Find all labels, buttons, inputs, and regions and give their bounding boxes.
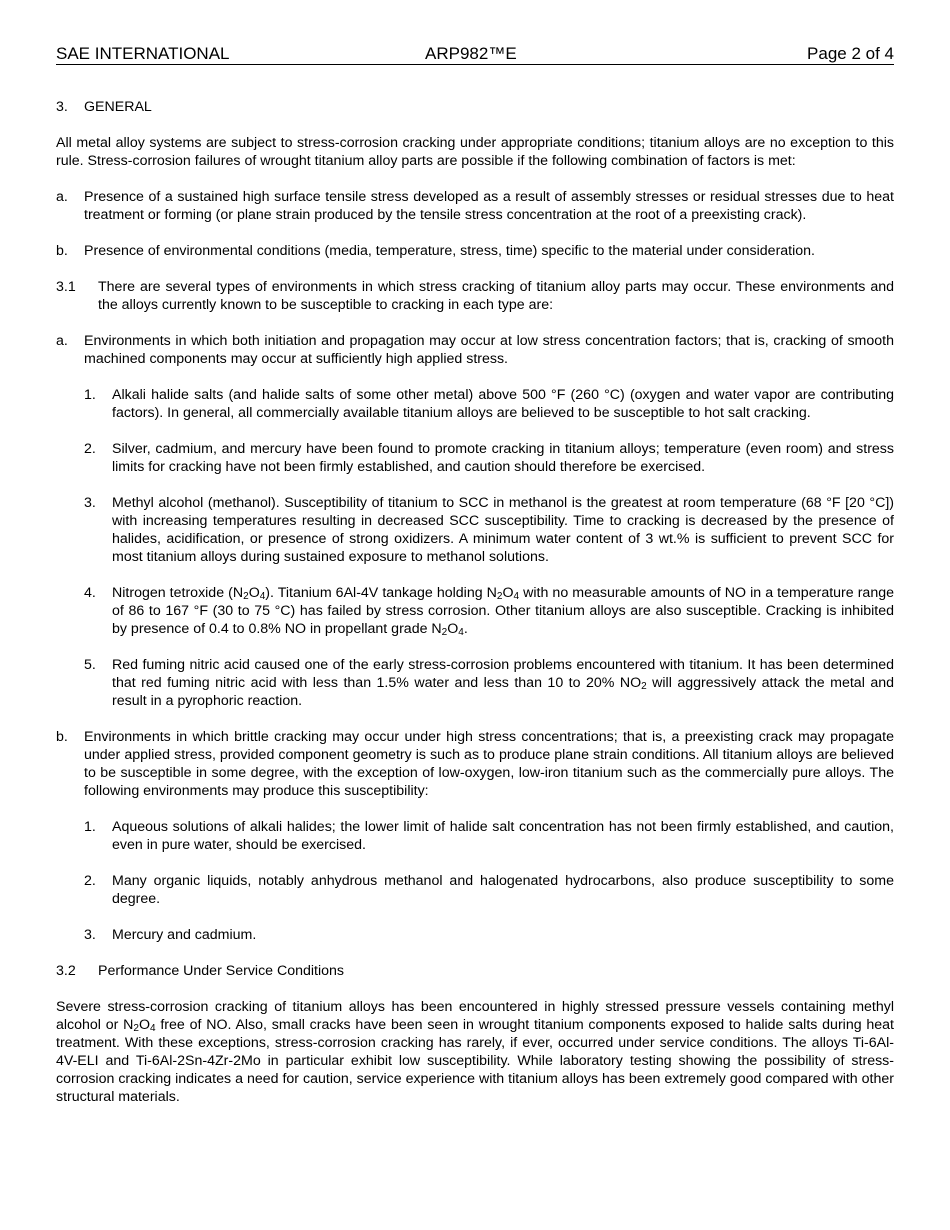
list-item xyxy=(56,494,894,566)
list-label: 3. xyxy=(84,495,96,511)
list-text: Presence of a sustained high surface tensile stress developed as a result of assembly stresses or residual stresses due to heat treatment or forming (or plane strain produced by the tensile stress concentration at the root of a preexisting crack). xyxy=(84,189,894,223)
list-item xyxy=(56,584,894,638)
list-item xyxy=(56,926,894,944)
section-title: GENERAL xyxy=(84,99,152,115)
list-text: Environments in which both initiation and propagation may occur at low stress concentration factors; that is, cracking of smooth machined components may occur at sufficiently high applied stress. xyxy=(84,333,894,367)
list-label: 1. xyxy=(84,819,96,835)
list-text: Environments in which brittle cracking may occur under high stress concentrations; that is, a preexisting crack may propagate under applied stress, provided component geometry is such as to produce plane strain conditions. All titanium alloys are believed to be susceptible in some degree, with the exception of low-oxygen, low-iron titanium such as the commercially pure alloys. The following environments may produce this susceptibility: xyxy=(84,729,894,799)
list-text: Mercury and cadmium. xyxy=(112,927,257,943)
section-number: 3. xyxy=(56,99,68,115)
section-title: Performance Under Service Conditions xyxy=(98,963,345,979)
page-body xyxy=(56,98,894,1106)
list-text: Methyl alcohol (methanol). Susceptibility of titanium to SCC in methanol is the greatest at room temperature (68 °F [20 °C]) with increasing temperatures resulting in decreased SCC susceptibility. Time to cracking is decreased by the presence of halides, acidification, or presence of strong oxidizers. A minimum water content of 3 wt.% is sufficient to prevent SCC for most titanium alloys during sustained exposure to methanol solutions. xyxy=(112,495,894,565)
section-3-2-heading xyxy=(56,962,894,980)
list-text: Presence of environmental conditions (media, temperature, stress, time) specific to the material under consideration. xyxy=(84,243,816,259)
list-item xyxy=(56,656,894,710)
header-organization: SAE INTERNATIONAL xyxy=(56,44,230,63)
list-text: Nitrogen tetroxide $(N_2O_4)$. Titanium 6Al-4V tankage holding $N_2O_4$ with no measurable amounts of NO in a temperature range of 86 to 167 °F (30 to 75 °C) has failed by stress corrosion. Other titanium alloys are also susceptible. Cracking is inhibited by presence of 0.4 to 0.8% NO in propellant grade $N_2O_4$. xyxy=(112,585,894,638)
list-label: 4. xyxy=(84,585,96,601)
list-item xyxy=(56,188,894,224)
section-3-intro: All metal alloy systems are subject to stress-corrosion cracking under appropriate conditions; titanium alloys are no exception to this rule. Stress-corrosion failures of wrought titanium alloy parts are possible if the following combination of factors is met: xyxy=(56,135,894,169)
list-item xyxy=(56,872,894,908)
list-label: b. xyxy=(56,729,68,745)
list-text: Many organic liquids, notably anhydrous methanol and halogenated hydrocarbons, also produce susceptibility to some degree. xyxy=(112,873,894,907)
list-label: 3. xyxy=(84,927,96,943)
section-3-1 xyxy=(56,278,894,314)
section-3-2-text: Severe stress-corrosion cracking of titanium alloys has been encountered in highly stressed pressure vessels containing methyl alcohol or $N_2O_4$ free of NO. Also, small cracks have been seen in wrought titanium components exposed to halide salts during heat treatment. With these exceptions, stress-corrosion cracking has rarely, if ever, occurred under service conditions. The alloys Ti-6Al-4V-ELI and Ti-6Al-2Sn-4Zr-2Mo in particular exhibit low susceptibility. While laboratory testing showing the possibility of stress-corrosion cracking indicates a need for caution, service experience with titanium alloys has been extremely good compared with other structural materials. xyxy=(56,999,894,1105)
header-page-number: Page 2 of 4 xyxy=(807,44,894,63)
list-label: 2. xyxy=(84,873,96,889)
list-text: Red fuming nitric acid caused one of the early stress-corrosion problems encountered with titanium. It has been determined that red fuming nitric acid with less than 1.5% water and less than 10 to 20% $NO_2$ will aggressively attack the metal and result in a pyrophoric reaction. xyxy=(112,657,894,709)
list-item xyxy=(56,242,894,260)
list-item xyxy=(56,386,894,422)
list-text: Silver, cadmium, and mercury have been found to promote cracking in titanium alloys; temperature (even room) and stress limits for cracking have not been firmly established, and caution should therefore be exercised. xyxy=(112,441,894,475)
section-number: 3.2 xyxy=(56,963,76,979)
list-text: Aqueous solutions of alkali halides; the lower limit of halide salt concentration has not been firmly established, and caution, even in pure water, should be exercised. xyxy=(112,819,894,853)
section-text: There are several types of environments in which stress cracking of titanium alloy parts may occur. These environments and the alloys currently known to be susceptible to cracking in each type are: xyxy=(98,279,894,313)
list-text: Alkali halide salts (and halide salts of some other metal) above 500 °F (260 °C) (oxygen and water vapor are contributing factors). In general, all commercially available titanium alloys are believed to be susceptible to hot salt cracking. xyxy=(112,387,894,421)
list-item xyxy=(56,728,894,800)
list-label: a. xyxy=(56,333,68,349)
list-label: 2. xyxy=(84,441,96,457)
list-label: 1. xyxy=(84,387,96,403)
list-label: a. xyxy=(56,189,68,205)
page-header xyxy=(56,44,894,65)
header-document-number: ARP982™E xyxy=(425,44,517,63)
list-item xyxy=(56,818,894,854)
section-number: 3.1 xyxy=(56,279,76,295)
list-label: b. xyxy=(56,243,68,259)
list-item xyxy=(56,332,894,368)
list-label: 5. xyxy=(84,657,96,673)
section-3-heading xyxy=(56,98,894,116)
list-item xyxy=(56,440,894,476)
